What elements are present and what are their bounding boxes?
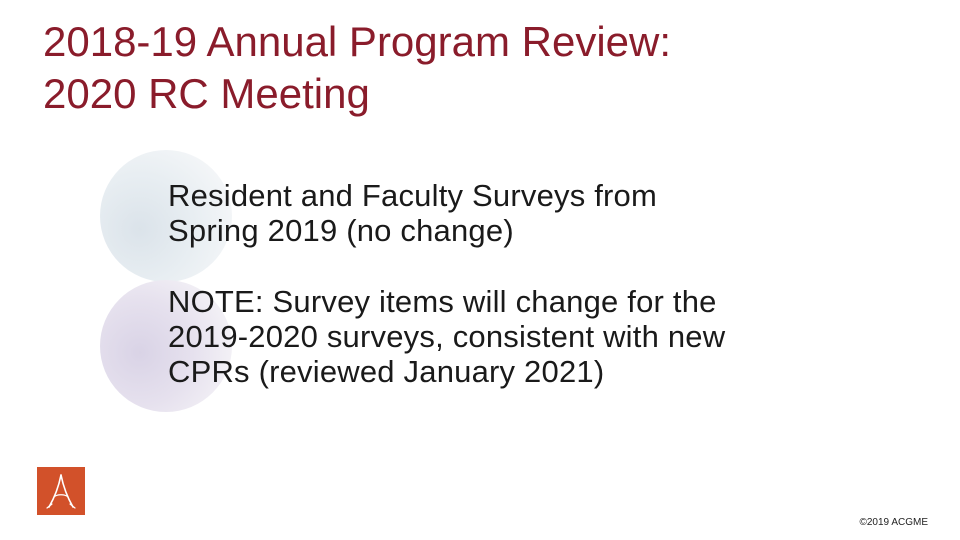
bullet-line: NOTE: Survey items will change for the — [168, 284, 717, 319]
bullet-item-note — [168, 284, 928, 389]
slide-title-line-1: 2018-19 Annual Program Review: — [43, 18, 672, 65]
bullet-line: Spring 2019 (no change) — [168, 213, 514, 248]
bullet-item-surveys — [168, 178, 888, 248]
bullet-line: Resident and Faculty Surveys from — [168, 178, 658, 213]
bullet-line: CPRs (reviewed January 2021) — [168, 354, 605, 389]
acgme-logo-mark — [37, 467, 85, 515]
bullet-line: 2019-2020 surveys, consistent with new — [168, 319, 726, 354]
slide-title-line-2: 2020 RC Meeting — [43, 70, 370, 117]
slide-title — [43, 16, 923, 120]
acgme-logo-icon — [37, 467, 85, 515]
copyright-notice: ©2019 ACGME — [859, 517, 928, 528]
